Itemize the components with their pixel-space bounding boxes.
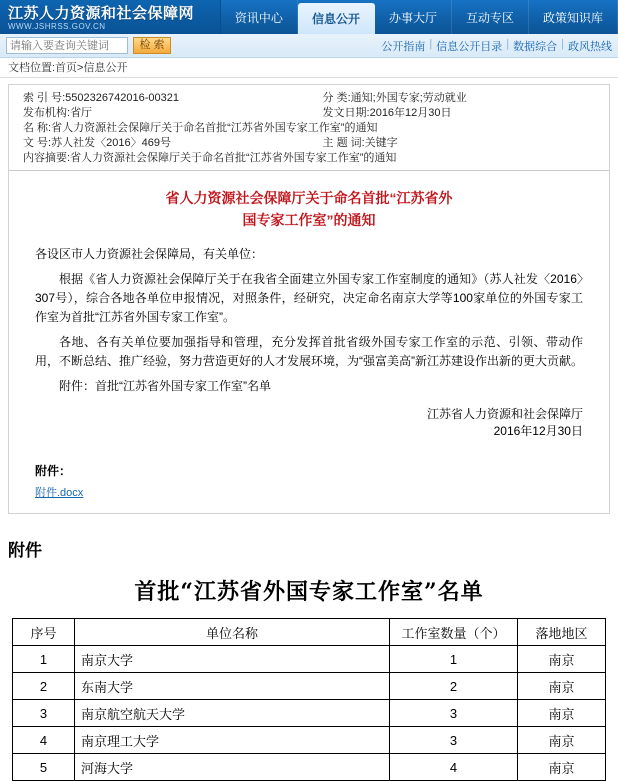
sub-link-sep-1: | bbox=[429, 38, 433, 50]
site-logo[interactable] bbox=[0, 0, 221, 34]
meta-label-index: 索 引 号: bbox=[23, 92, 66, 104]
cell-unit: 南京理工大学 bbox=[75, 727, 390, 754]
table-row bbox=[13, 673, 606, 700]
attachment-document bbox=[0, 536, 618, 781]
sub-link-catalog[interactable]: 信息公开目录 bbox=[436, 41, 503, 53]
attachment-label: 附件 bbox=[8, 541, 42, 560]
notice-signature bbox=[35, 406, 583, 440]
meta-label-name: 名 称: bbox=[23, 122, 52, 134]
nav-item-news[interactable]: 资讯中心 bbox=[221, 0, 298, 34]
meta-value-summary: 省人力资源社会保障厅关于命名首批“江苏省外国专家工作室”的通知 bbox=[70, 152, 397, 164]
notice-title-line2: 国专家工作室”的通知 bbox=[242, 212, 376, 228]
workstation-list-table bbox=[12, 618, 606, 781]
table-row bbox=[13, 646, 606, 673]
notice-title bbox=[35, 187, 583, 231]
table-header-row bbox=[13, 619, 606, 646]
meta-value-org: 省厅 bbox=[70, 107, 93, 119]
cell-no: 5 bbox=[13, 754, 75, 781]
attachment-file-link[interactable]: 附件.docx bbox=[35, 487, 84, 499]
meta-row-docno bbox=[23, 136, 599, 151]
meta-row-index bbox=[23, 91, 599, 106]
site-logo-subtitle: WWW.JSHRSS.GOV.CN bbox=[8, 21, 106, 31]
cell-unit: 河海大学 bbox=[75, 754, 390, 781]
meta-row-summary bbox=[23, 151, 599, 166]
notice-paragraph-1: 根据《省人力资源社会保障厅关于在我省全面建立外国专家工作室制度的通知》（苏人社发〈2016〉307号），综合各地各单位申报情况，对照条件，经研究，决定命名南京大学等100家单位的外国专家工作室为首批“江苏省外国专家工作室”。 bbox=[35, 272, 583, 324]
meta-label-theme: 主 题 词: bbox=[322, 137, 365, 149]
column-header-area: 落地地区 bbox=[518, 619, 606, 646]
sub-link-sep-2: | bbox=[506, 38, 510, 50]
column-header-no: 序号 bbox=[13, 619, 75, 646]
nav-item-info-disclosure[interactable]: 信息公开 bbox=[298, 3, 375, 34]
cell-area: 南京 bbox=[518, 673, 606, 700]
cell-count: 3 bbox=[390, 700, 518, 727]
notice-sign-org: 江苏省人力资源和社会保障厅 bbox=[426, 407, 583, 421]
notice-body bbox=[9, 170, 609, 513]
meta-row-org bbox=[23, 106, 599, 121]
cell-area: 南京 bbox=[518, 754, 606, 781]
meta-label-docno: 文 号: bbox=[23, 137, 52, 149]
meta-value-docno: 苏人社发〈2016〉469号 bbox=[51, 137, 171, 149]
nav-item-interactive[interactable]: 互动专区 bbox=[452, 0, 529, 34]
meta-label-summary: 内容摘要: bbox=[23, 152, 71, 164]
meta-value-name: 省人力资源社会保障厅关于命名首批“江苏省外国专家工作室”的通知 bbox=[51, 122, 378, 134]
cell-no: 1 bbox=[13, 646, 75, 673]
meta-row-name bbox=[23, 121, 599, 136]
sub-link-sep-3: | bbox=[561, 38, 564, 50]
meta-label-date: 发文日期: bbox=[322, 107, 370, 119]
cell-no: 4 bbox=[13, 727, 75, 754]
cell-count: 1 bbox=[390, 646, 518, 673]
cell-area: 南京 bbox=[518, 700, 606, 727]
sub-link-guide[interactable]: 公开指南 bbox=[381, 41, 426, 53]
table-row bbox=[13, 727, 606, 754]
search-bar bbox=[0, 34, 618, 58]
notice-paragraph-2: 各地、各有关单位要加强指导和管理，充分发挥首批省级外国专家工作室的示范、引领、带动作用，不断总结、推广经验，努力营造更好的人才发展环境，为“强富美高”新江苏建设作出新的更大贡献。 bbox=[35, 335, 583, 368]
notice-paragraph-3: 附件：首批“江苏省外国专家工作室”名单 bbox=[59, 379, 271, 393]
table-row bbox=[13, 754, 606, 781]
column-header-count: 工作室数量（个） bbox=[390, 619, 518, 646]
cell-no: 2 bbox=[13, 673, 75, 700]
meta-value-date: 2016年12月30日 bbox=[369, 107, 452, 119]
search-button[interactable]: 检 索 bbox=[133, 37, 171, 54]
nav-item-policy-kb[interactable]: 政策知识库 bbox=[529, 0, 618, 34]
main-nav bbox=[221, 0, 618, 34]
notice-attachment-heading: 附件： bbox=[35, 464, 72, 478]
notice-title-line1: 省人力资源社会保障厅关于命名首批“江苏省外 bbox=[165, 190, 453, 206]
cell-area: 南京 bbox=[518, 727, 606, 754]
document-panel bbox=[8, 84, 610, 514]
search-input[interactable] bbox=[6, 37, 128, 54]
meta-label-category: 分 类: bbox=[322, 92, 351, 104]
site-header bbox=[0, 0, 618, 34]
meta-value-theme: 关键字 bbox=[364, 137, 398, 149]
meta-label-org: 发布机构: bbox=[23, 107, 71, 119]
meta-value-category: 通知;外国专家;劳动就业 bbox=[350, 92, 467, 104]
cell-count: 4 bbox=[390, 754, 518, 781]
cell-unit: 南京航空航天大学 bbox=[75, 700, 390, 727]
meta-value-index: 5502326742016-00321 bbox=[65, 92, 179, 104]
sub-links bbox=[381, 38, 612, 54]
cell-count: 3 bbox=[390, 727, 518, 754]
cell-no: 3 bbox=[13, 700, 75, 727]
cell-unit: 南京大学 bbox=[75, 646, 390, 673]
attachment-title: 首批“江苏省外国专家工作室”名单 bbox=[134, 579, 484, 605]
document-meta bbox=[9, 85, 609, 170]
cell-area: 南京 bbox=[518, 646, 606, 673]
notice-salutation: 各设区市人力资源社会保障局，有关单位： bbox=[35, 247, 264, 261]
column-header-unit: 单位名称 bbox=[75, 619, 390, 646]
site-logo-title: 江苏人力资源和社会保障网 bbox=[8, 4, 195, 22]
nav-item-service-hall[interactable]: 办事大厅 bbox=[375, 0, 452, 34]
sub-link-data[interactable]: 数据综合 bbox=[513, 41, 558, 53]
cell-count: 2 bbox=[390, 673, 518, 700]
notice-sign-date: 2016年12月30日 bbox=[493, 424, 583, 438]
cell-unit: 东南大学 bbox=[75, 673, 390, 700]
breadcrumb: 文档位置:首页>信息公开 bbox=[0, 58, 618, 78]
table-row bbox=[13, 700, 606, 727]
sub-link-hotline[interactable]: 政风热线 bbox=[568, 41, 612, 53]
